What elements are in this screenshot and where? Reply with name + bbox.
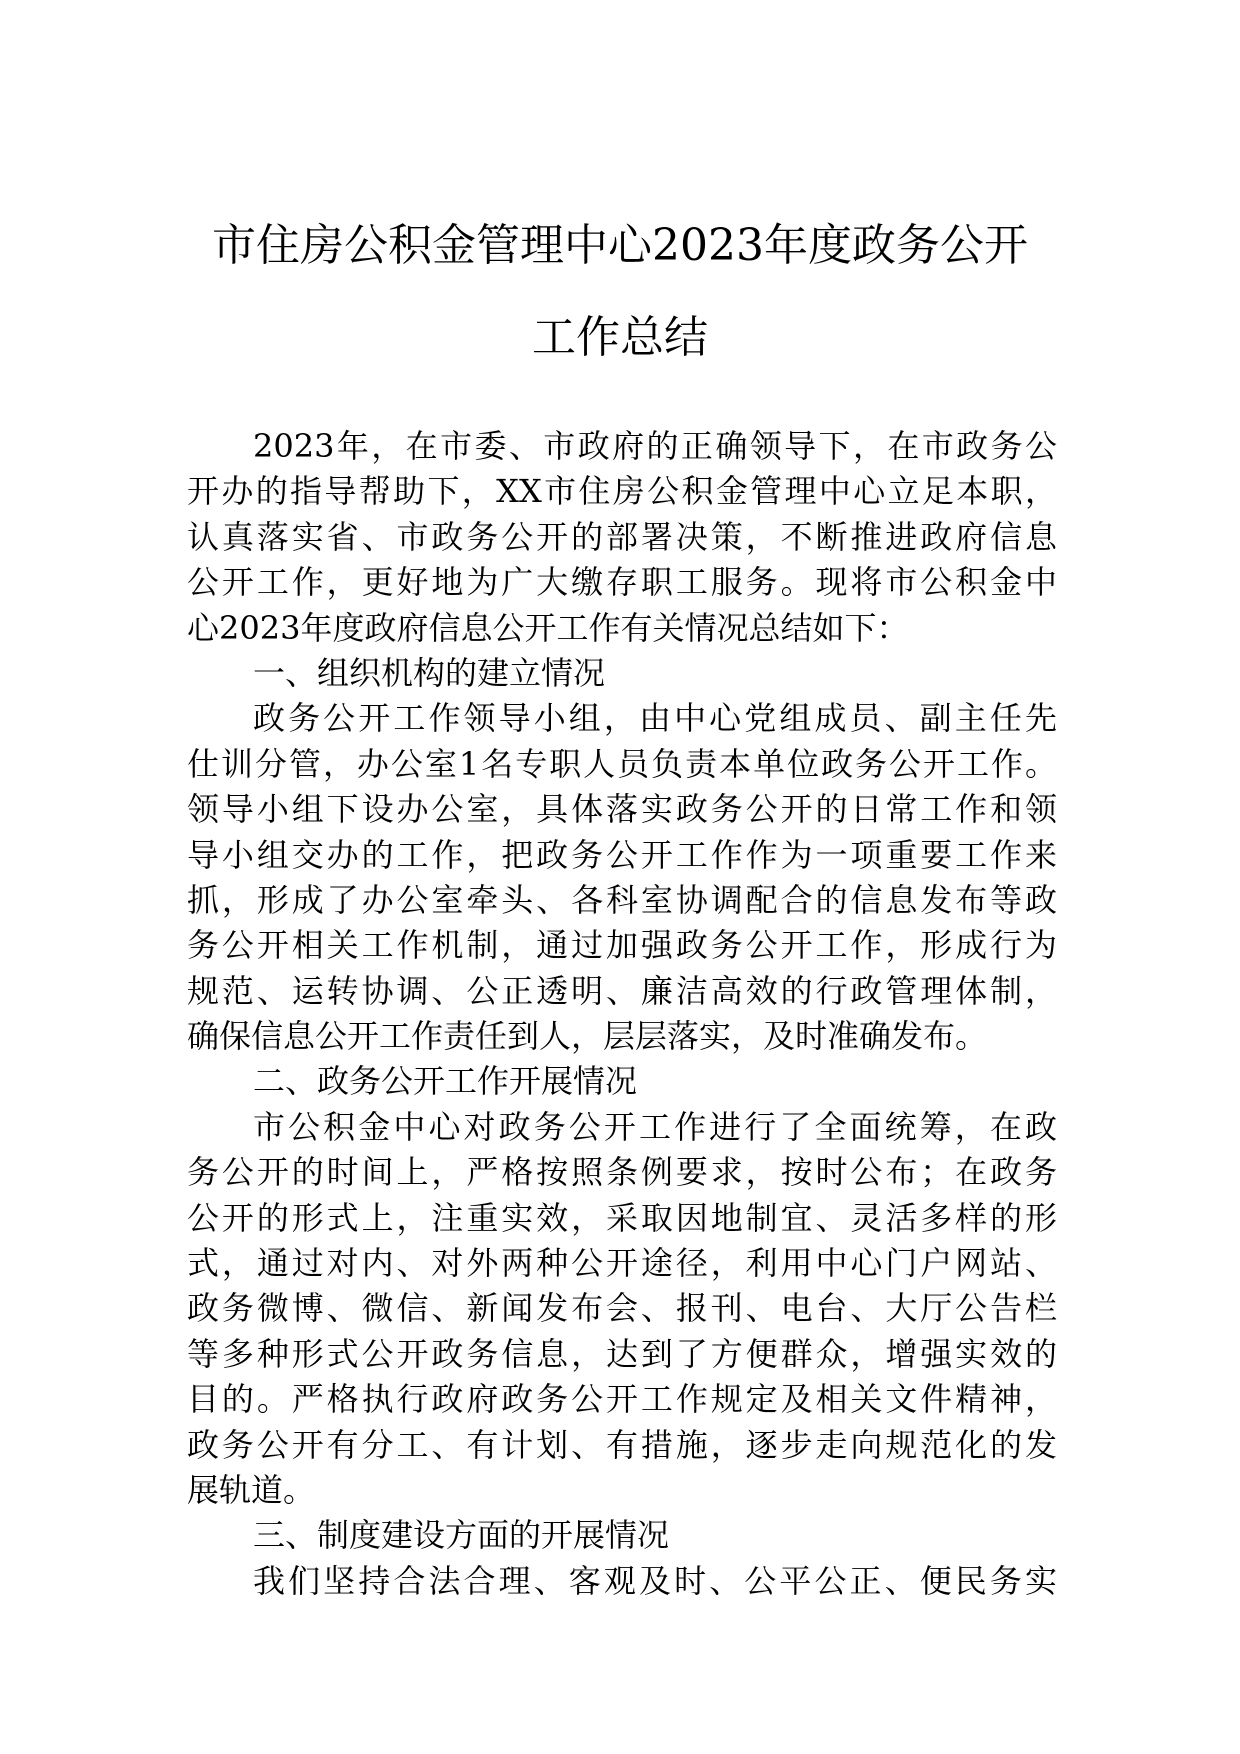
body-text-line: 市公积金中心对政务公开工作进行了全面统筹，在政 — [253, 1107, 1057, 1146]
body-text-line: 务公开相关工作机制，通过加强政务公开工作，形成行为 — [187, 926, 1057, 965]
body-text-line: 公开工作，更好地为广大缴存职工服务。现将市公积金中 — [187, 563, 1057, 602]
body-text-line: 政务微博、微信、新闻发布会、报刊、电台、大厅公告栏 — [187, 1289, 1057, 1328]
body-text-line: 公开的形式上，注重实效，采取因地制宜、灵活多样的形 — [187, 1198, 1057, 1237]
body-text-line: 展轨道。 — [187, 1470, 316, 1509]
body-text-line: 我们坚持合法合理、客观及时、公平公正、便民务实 — [253, 1561, 1057, 1600]
body-text-line: 心2023年度政府信息公开工作有关情况总结如下： — [187, 608, 909, 647]
body-text-line: 务公开的时间上，严格按照条例要求，按时公布；在政务 — [187, 1153, 1057, 1192]
body-text-line: 规范、运转协调、公正透明、廉洁高效的行政管理体制， — [187, 971, 1057, 1010]
body-text-line: 一、组织机构的建立情况 — [253, 653, 606, 692]
body-text-line: 导小组交办的工作，把政务公开工作作为一项重要工作来 — [187, 835, 1057, 874]
body-text-line: 二、政务公开工作开展情况 — [253, 1062, 638, 1101]
body-text-line: 抓，形成了办公室牵头、各科室协调配合的信息发布等政 — [187, 880, 1057, 919]
body-text-line: 政务公开有分工、有计划、有措施，逐步走向规范化的发 — [187, 1425, 1057, 1464]
body-text-line: 三、制度建设方面的开展情况 — [253, 1516, 670, 1555]
body-text-line: 政务公开工作领导小组，由中心党组成员、副主任先 — [253, 699, 1057, 738]
body-text-line: 式，通过对内、对外两种公开途径，利用中心门户网站、 — [187, 1244, 1057, 1283]
body-text-line: 等多种形式公开政务信息，达到了方便群众，增强实效的 — [187, 1334, 1057, 1373]
document-body — [187, 424, 1057, 1604]
document-title-line-2: 工作总结 — [532, 312, 708, 363]
body-text-line: 仕训分管，办公室1名专职人员负责本单位政务公开工作。 — [187, 744, 1057, 783]
body-text-line: 2023年，在市委、市政府的正确领导下，在市政务公 — [253, 427, 1057, 465]
body-text-line: 领导小组下设办公室，具体落实政务公开的日常工作和领 — [187, 790, 1057, 829]
body-text-line: 认真落实省、市政务公开的部署决策，不断推进政府信息 — [187, 517, 1057, 556]
body-text-line: 确保信息公开工作责任到人，层层落实，及时准确发布。 — [187, 1017, 988, 1056]
body-text-line: 开办的指导帮助下，XX市住房公积金管理中心立足本职， — [187, 472, 1057, 511]
document-title-line-1: 市住房公积金管理中心2023年度政务公开 — [212, 220, 1028, 271]
body-text-line: 目的。严格执行政府政务公开工作规定及相关文件精神， — [187, 1380, 1057, 1419]
